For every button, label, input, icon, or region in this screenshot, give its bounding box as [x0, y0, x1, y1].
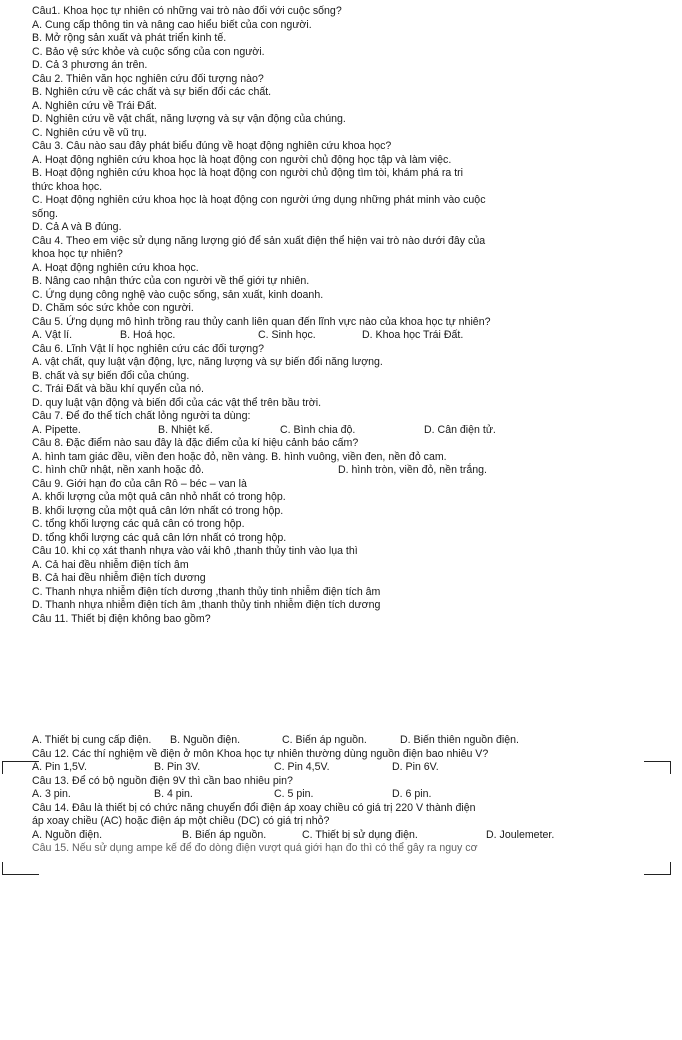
q11-options: [32, 734, 672, 748]
q13-options: [32, 788, 672, 802]
q5-option-d: D. Khoa học Trái Đất.: [362, 329, 464, 341]
q14-option-c: C. Thiết bị sử dụng điện.: [302, 828, 418, 841]
q4-option-c: C. Ứng dụng công nghệ vào cuộc sống, sản xuất, kinh doanh.: [32, 288, 324, 301]
q7-option-b: B. Nhiệt kế.: [158, 423, 213, 436]
q8-option-c: C. hình chữ nhật, nền xanh hoặc đỏ.: [32, 464, 205, 476]
q12-options: [32, 761, 672, 775]
q3-option-b-cont: thức khoa học.: [32, 180, 103, 193]
question-14: Câu 14. Đâu là thiết bị có chức năng chuyển đổi điện áp xoay chiều có giá trị 220 V thành điện: [32, 801, 476, 814]
question-7: Câu 7. Để đo thể tích chất lỏng người ta dùng:: [32, 410, 251, 422]
q1-option-a: A. Cung cấp thông tin và nâng cao hiểu biết của con người.: [32, 18, 312, 31]
question-3: Câu 3. Câu nào sau đây phát biểu đúng về hoạt động nghiên cứu khoa học?: [32, 140, 392, 152]
q11-option-d: D. Biến thiên nguồn điện.: [400, 734, 519, 746]
q9-option-d: D. tổng khối lượng các quả cân lớn nhất có trong hộp.: [32, 531, 287, 544]
q11-option-b: B. Nguồn điện.: [170, 734, 241, 746]
q10-option-d: D. Thanh nhựa nhiễm điện tích âm ,thanh thủy tinh nhiễm điện tích dương: [32, 599, 381, 611]
question-10: Câu 10. khi cọ xát thanh nhựa vào vải khô ,thanh thủy tinh vào lụa thì: [32, 545, 358, 557]
q4-option-a: A. Hoạt động nghiên cứu khoa học.: [32, 261, 199, 274]
q14-option-a: A. Nguồn điện.: [32, 828, 103, 841]
q13-option-c: C. 5 pin.: [274, 788, 314, 800]
q6-option-a: A. vật chất, quy luật vận động, lực, năng lượng và sự biến đổi năng lượng.: [32, 356, 383, 368]
q7-option-a: A. Pipette.: [32, 423, 81, 436]
q2-option-d: D. Nghiên cứu về vật chất, năng lượng và sự vận động của chúng.: [32, 113, 346, 125]
q12-option-b: B. Pin 3V.: [154, 761, 201, 773]
q7-options: [32, 424, 672, 438]
q14-options: [32, 829, 672, 843]
image-placeholder: [32, 626, 672, 734]
q9-option-b: B. khối lượng của một quả cân lớn nhất có trong hộp.: [32, 504, 284, 517]
question-4: Câu 4. Theo em việc sử dụng năng lượng gió để sản xuất điện thể hiện vai trò nào dưới đây của: [32, 234, 486, 247]
q13-option-a: A. 3 pin.: [32, 788, 71, 800]
q3-option-b: B. Hoạt động nghiên cứu khoa học là hoạt động con người chủ động tìm tòi, khám phá ra tri: [32, 167, 464, 179]
q10-option-b: B. Cả hai đều nhiễm điện tích dương: [32, 572, 206, 584]
q6-option-d: D. quy luật vận động và biến đổi của các vật thể trên bầu trời.: [32, 396, 322, 409]
q3-option-c-cont: sống.: [32, 207, 58, 220]
q8-options-a-b: A. hình tam giác đều, viền đen hoặc đỏ, nền vàng. B. hình vuông, viền đen, nền đỏ cam.: [32, 450, 447, 463]
q14-option-d: D. Joulemeter.: [486, 828, 555, 841]
image-frame-corner-top-right: [644, 761, 671, 774]
q6-option-c: C. Trái Đất và bầu khí quyển của nó.: [32, 383, 204, 395]
question-4-cont: khoa học tự nhiên?: [32, 248, 123, 260]
question-14-cont: áp xoay chiều (AC) hoặc điện áp một chiều (DC) có giá trị nhỏ?: [32, 815, 330, 827]
q10-option-a: A. Cả hai đều nhiễm điện tích âm: [32, 558, 189, 571]
q4-option-b: B. Nâng cao nhận thức của con người về thế giới tự nhiên.: [32, 275, 310, 287]
image-frame-corner-bottom-right: [644, 862, 671, 875]
question-11: Câu 11. Thiết bị điện không bao gồm?: [32, 612, 211, 625]
question-13: Câu 13. Để có bộ nguồn điện 9V thì cần bao nhiêu pin?: [32, 774, 293, 787]
q3-option-a: A. Hoạt động nghiên cứu khoa học là hoạt động con người chủ động học tập và làm việc.: [32, 153, 452, 166]
q11-option-a: A. Thiết bị cung cấp điện.: [32, 734, 152, 746]
q13-option-d: D. 6 pin.: [392, 788, 432, 800]
q12-option-c: C. Pin 4,5V.: [274, 761, 330, 773]
q10-option-c: C. Thanh nhựa nhiễm điện tích dương ,thanh thủy tinh nhiễm điện tích âm: [32, 585, 381, 598]
q1-option-d: D. Cả 3 phương án trên.: [32, 59, 148, 71]
q5-option-a: A. Vật lí.: [32, 329, 73, 341]
q13-option-b: B. 4 pin.: [154, 788, 193, 800]
q14-option-b: B. Biến áp nguồn.: [182, 828, 267, 841]
q2-option-a: A. Nghiên cứu về Trái Đất.: [32, 99, 157, 112]
q8-options-c-d: [32, 464, 672, 478]
image-frame-corner-bottom-left: [2, 862, 39, 875]
q8-option-d: D. hình tròn, viền đỏ, nền trắng.: [338, 464, 487, 476]
question-1: Câu1. Khoa học tự nhiên có những vai trò nào đối với cuộc sống?: [32, 5, 342, 17]
question-6: Câu 6. Lĩnh Vật lí học nghiên cứu các đối tượng?: [32, 342, 264, 355]
worksheet: [32, 5, 672, 856]
q3-option-c: C. Hoạt động nghiên cứu khoa học là hoạt động con người ứng dụng những phát minh vào cuộc: [32, 194, 486, 206]
q1-option-c: C. Bảo vệ sức khỏe và cuộc sống của con người.: [32, 45, 265, 58]
q12-option-d: D. Pin 6V.: [392, 761, 439, 773]
question-12: Câu 12. Các thí nghiệm về điện ở môn Khoa học tự nhiên thường dùng nguồn điện bao nhiêu V?: [32, 747, 489, 760]
question-5: Câu 5. Ứng dụng mô hình trồng rau thủy canh liên quan đến lĩnh vực nào của khoa học tự nhiên?: [32, 315, 491, 328]
image-frame-corner-top-left: [2, 761, 39, 774]
q5-option-c: C. Sinh học.: [258, 329, 316, 341]
q4-option-d: D. Chăm sóc sức khỏe con người.: [32, 302, 194, 314]
question-15: Câu 15. Nếu sử dụng ampe kế để đo dòng điện vượt quá giới hạn đo thì có thể gây ra nguy cơ: [32, 842, 478, 854]
q9-option-a: A. khối lượng của một quả cân nhỏ nhất có trong hộp.: [32, 491, 286, 503]
q5-option-b: B. Hoá học.: [120, 329, 176, 341]
q1-option-b: B. Mở rộng sản xuất và phát triển kinh tế.: [32, 32, 227, 44]
q7-option-c: C. Bình chia độ.: [280, 423, 356, 436]
q5-options: [32, 329, 672, 343]
q12-option-a: A. Pin 1,5V.: [32, 761, 87, 773]
q2-option-b: B. Nghiên cứu về các chất và sự biến đổi các chất.: [32, 86, 272, 98]
q11-option-c: C. Biến áp nguồn.: [282, 734, 367, 746]
question-9: Câu 9. Giới hạn đo của cân Rô – béc – van là: [32, 477, 247, 490]
question-8: Câu 8. Đặc điểm nào sau đây là đặc điểm của kí hiệu cảnh báo cấm?: [32, 437, 359, 449]
q9-option-c: C. tổng khối lượng các quả cân có trong hộp.: [32, 518, 245, 530]
q7-option-d: D. Cân điện tử.: [424, 423, 496, 436]
q2-option-c: C. Nghiên cứu về vũ trụ.: [32, 126, 147, 139]
q6-option-b: B. chất và sự biến đổi của chúng.: [32, 369, 190, 382]
q3-option-d: D. Cả A và B đúng.: [32, 221, 122, 233]
question-2: Câu 2. Thiên văn học nghiên cứu đối tượng nào?: [32, 72, 264, 85]
